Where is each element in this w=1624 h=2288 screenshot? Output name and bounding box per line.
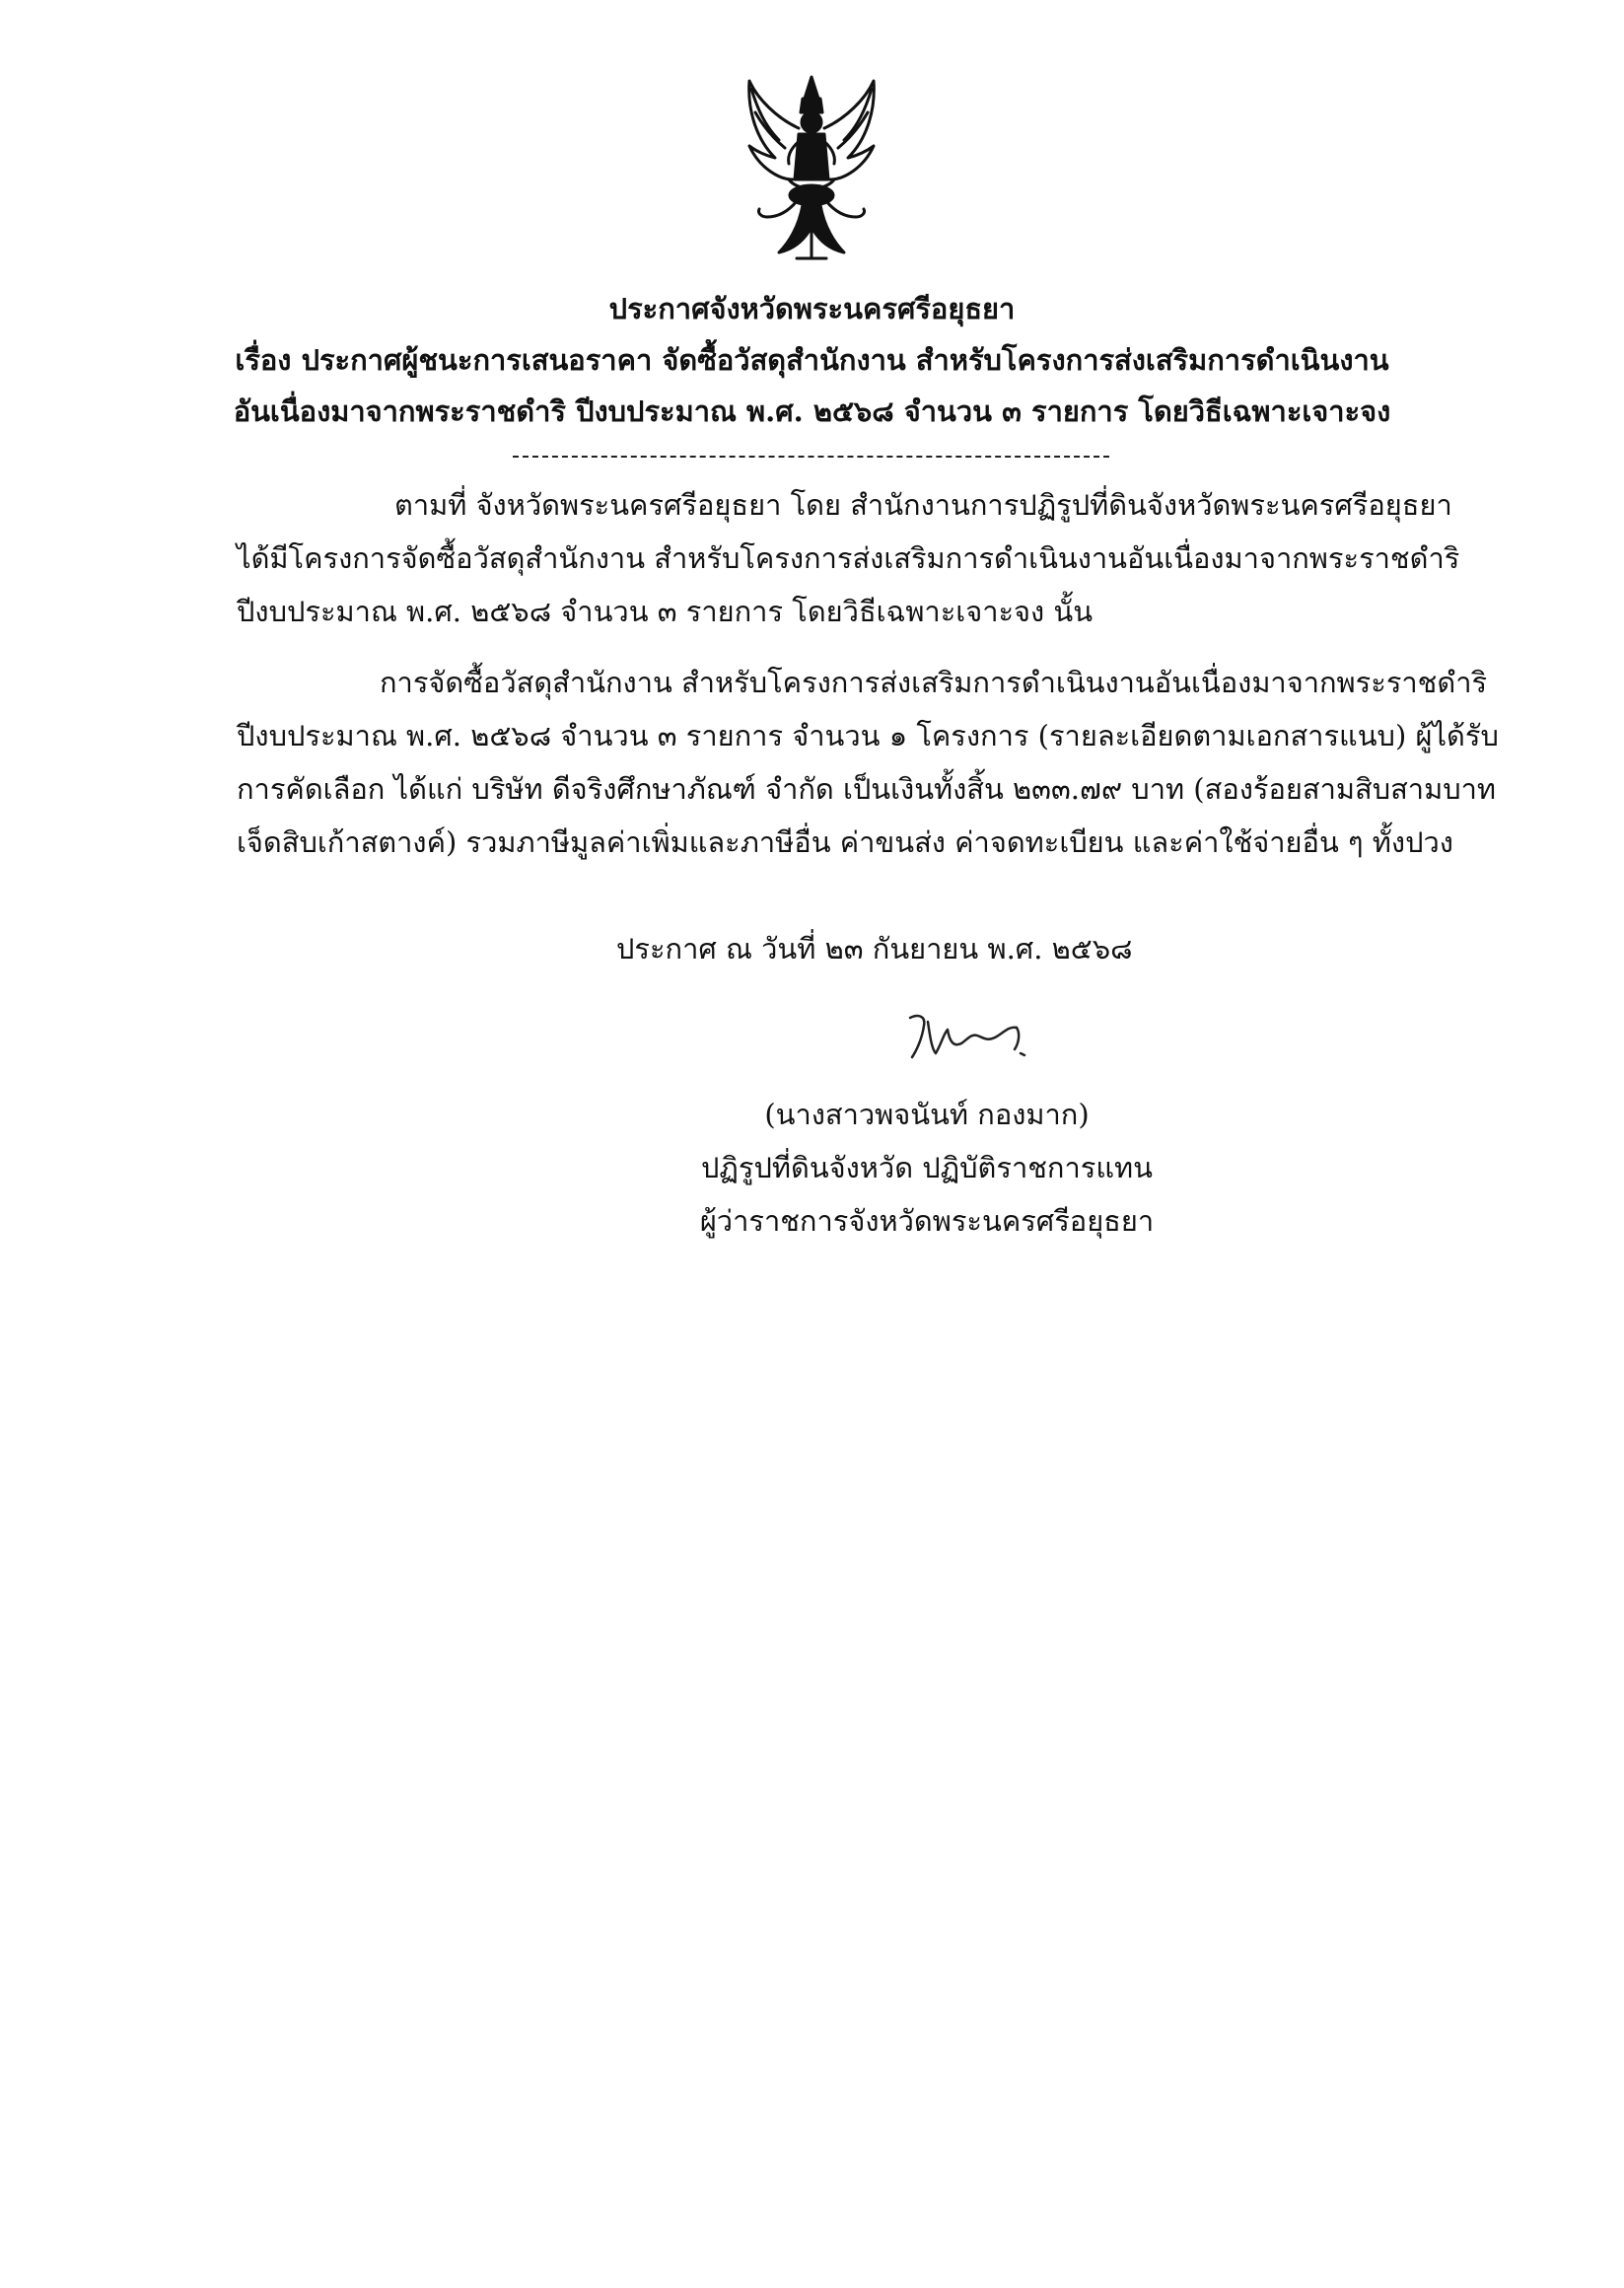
signatory-position-2: ผู้ว่าราชการจังหวัดพระนครศรีอยุธยา (699, 1204, 1155, 1238)
signatory-name: (นางสาวพจนันท์ กองมาก) (764, 1098, 1090, 1131)
document-subject-line-2: อันเนื่องมาจากพระราชดำริ ปีงบประมาณ พ.ศ. ๒๕๖๘ จำนวน ๓ รายการ โดยวิธีเฉพาะเจาะจง (233, 394, 1391, 428)
dashed-divider (513, 456, 1109, 458)
paragraph-2-line-1: การจัดซื้อวัสดุสำนักงาน สำหรับโครงการส่งเสริมการดำเนินงานอันเนื่องมาจากพระราชดำริ (380, 666, 1488, 699)
document-subject-line-1: เรื่อง ประกาศผู้ชนะการเสนอราคา จัดซื้อวัสดุสำนักงาน สำหรับโครงการส่งเสริมการดำเนินงาน (235, 343, 1389, 377)
paragraph-1-line-3: ปีงบประมาณ พ.ศ. ๒๕๖๘ จำนวน ๓ รายการ โดยวิธีเฉพาะเจาะจง นั้น (237, 595, 1094, 628)
paragraph-2-line-2: ปีงบประมาณ พ.ศ. ๒๕๖๘ จำนวน ๓ รายการ จำนวน ๑ โครงการ (รายละเอียดตามเอกสารแนบ) ผู้ได้รับ (237, 719, 1499, 752)
handwritten-signature-icon (892, 996, 1060, 1075)
paragraph-2-line-4: เจ็ดสิบเก้าสตางค์) รวมภาษีมูลค่าเพิ่มและภาษีอื่น ค่าขนส่ง ค่าจดทะเบียน และค่าใช้จ่ายอื่น ๆ ทั้งปวง (237, 825, 1453, 859)
garuda-emblem-icon (728, 69, 895, 266)
paragraph-1-line-2: ได้มีโครงการจัดซื้อวัสดุสำนักงาน สำหรับโครงการส่งเสริมการดำเนินงานอันเนื่องมาจากพระราชดำริ (237, 541, 1460, 575)
signatory-position-1: ปฏิรูปที่ดินจังหวัด ปฏิบัติราชการแทน (701, 1151, 1153, 1184)
paragraph-1-line-1: ตามที่ จังหวัดพระนครศรีอยุธยา โดย สำนักงานการปฏิรูปที่ดินจังหวัดพระนครศรีอยุธยา (394, 488, 1452, 522)
paragraph-2-line-3: การคัดเลือก ได้แก่ บริษัท ดีจริงศึกษาภัณฑ์ จำกัด เป็นเงินทั้งสิ้น ๒๓๓.๗๙ บาท (สองร้อยสามสิบสามบาท (237, 772, 1497, 806)
document-title: ประกาศจังหวัดพระนครศรีอยุธยา (608, 292, 1016, 325)
announcement-date: ประกาศ ณ วันที่ ๒๓ กันยายน พ.ศ. ๒๕๖๘ (616, 932, 1133, 965)
